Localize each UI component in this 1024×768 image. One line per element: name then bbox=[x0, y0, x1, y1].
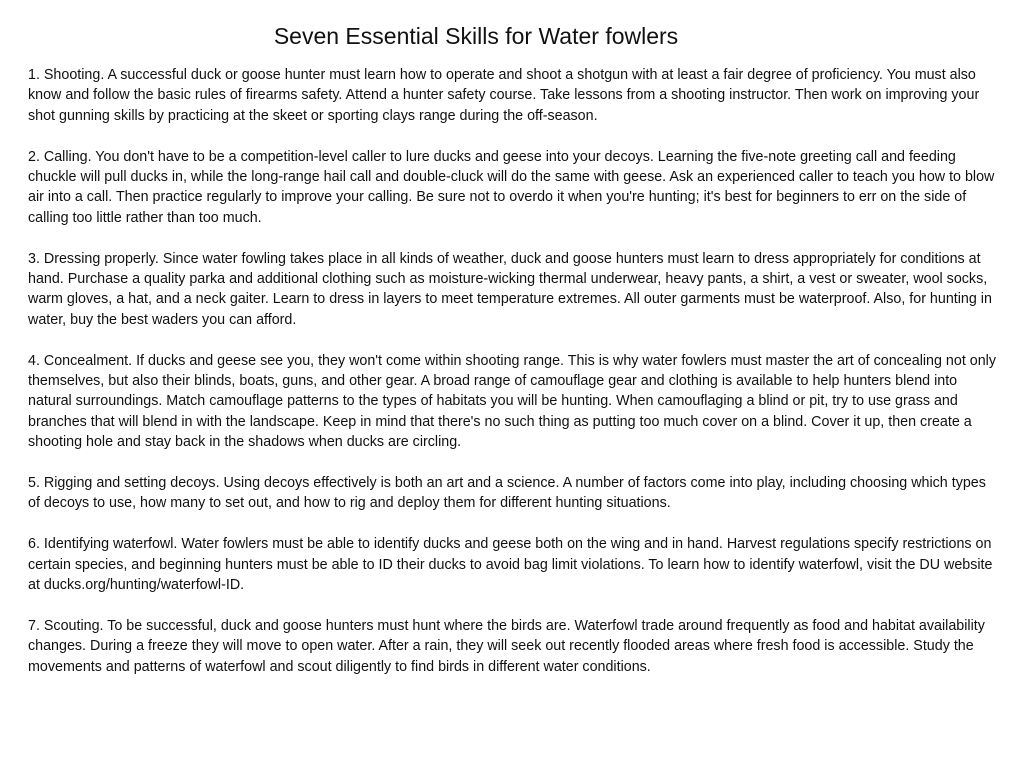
skill-paragraph-dressing: 3. Dressing properly. Since water fowling takes place in all kinds of weather, duck and goose hunters must learn to dress appropriately for conditions at hand. Purchase a quality parka and additional clothing such as moisture-wicking thermal underwear, heavy pants, a shirt, a vest or sweater, wool socks, warm gloves, a hat, and a neck gaiter. Learn to dress in layers to meet temperature extremes. All outer garments must be waterproof. Also, for hunting in water, buy the best waders you can afford. bbox=[28, 250, 992, 328]
skill-paragraph-calling: 2. Calling. You don't have to be a competition-level caller to lure ducks and geese into your decoys. Learning the five-note greeting call and feeding chuckle will pull ducks in, while the long-range hail call and double-cluck will do the same with geese. Ask an experienced caller to teach you how to blow air into a call. Then practice regularly to improve your calling. Be sure not to overdo it when you're hunting; it's best for beginners to err on the side of calling too little rather than too much. bbox=[28, 148, 995, 226]
skill-paragraph-concealment: 4. Concealment. If ducks and geese see you, they won't come within shooting range. This is why water fowlers must master the art of concealing not only themselves, but also their blinds, boats, guns, and other gear. A broad range of camouflage gear and clothing is available to help hunters blend into natural surroundings. Match camouflage patterns to the types of habitats you will be hunting. When camouflaging a blind or pit, try to use grass and branches that will blend in with the landscape. Keep in mind that there's no such thing as putting too much cover on a blind. Cover it up, then create a shooting hole and stay back in the shadows when ducks are circling. bbox=[28, 352, 996, 451]
skill-paragraph-decoys: 5. Rigging and setting decoys. Using decoys effectively is both an art and a science. A number of factors come into play, including choosing which types of decoys to use, how many to set out, and how to rig and deploy them for different hunting situations. bbox=[28, 475, 986, 512]
document-body bbox=[28, 65, 996, 697]
page-title: Seven Essential Skills for Water fowlers bbox=[273, 23, 679, 49]
skill-paragraph-identifying: 6. Identifying waterfowl. Water fowlers must be able to identify ducks and geese both on the wing and in hand. Harvest regulations specify restrictions on certain species, and beginning hunters must be able to ID their ducks to avoid bag limit violations. To learn how to identify waterfowl, visit the DU website at ducks.org/hunting/waterfowl-ID. bbox=[28, 536, 993, 594]
skill-paragraph-shooting: 1. Shooting. A successful duck or goose hunter must learn how to operate and shoot a shotgun with at least a fair degree of proficiency. You must also know and follow the basic rules of firearms safety. Attend a hunter safety course. Take lessons from a shooting instructor. Then work on improving your shot gunning skills by practicing at the skeet or sporting clays range during the off-season. bbox=[28, 67, 980, 124]
skill-paragraph-scouting: 7. Scouting. To be successful, duck and goose hunters must hunt where the birds are. Waterfowl trade around frequently as food and habitat availability changes. During a freeze they will move to open water. After a rain, they will seek out recently flooded areas where fresh food is accessible. Study the movements and patterns of waterfowl and scout diligently to find birds in different water conditions. bbox=[28, 617, 985, 675]
